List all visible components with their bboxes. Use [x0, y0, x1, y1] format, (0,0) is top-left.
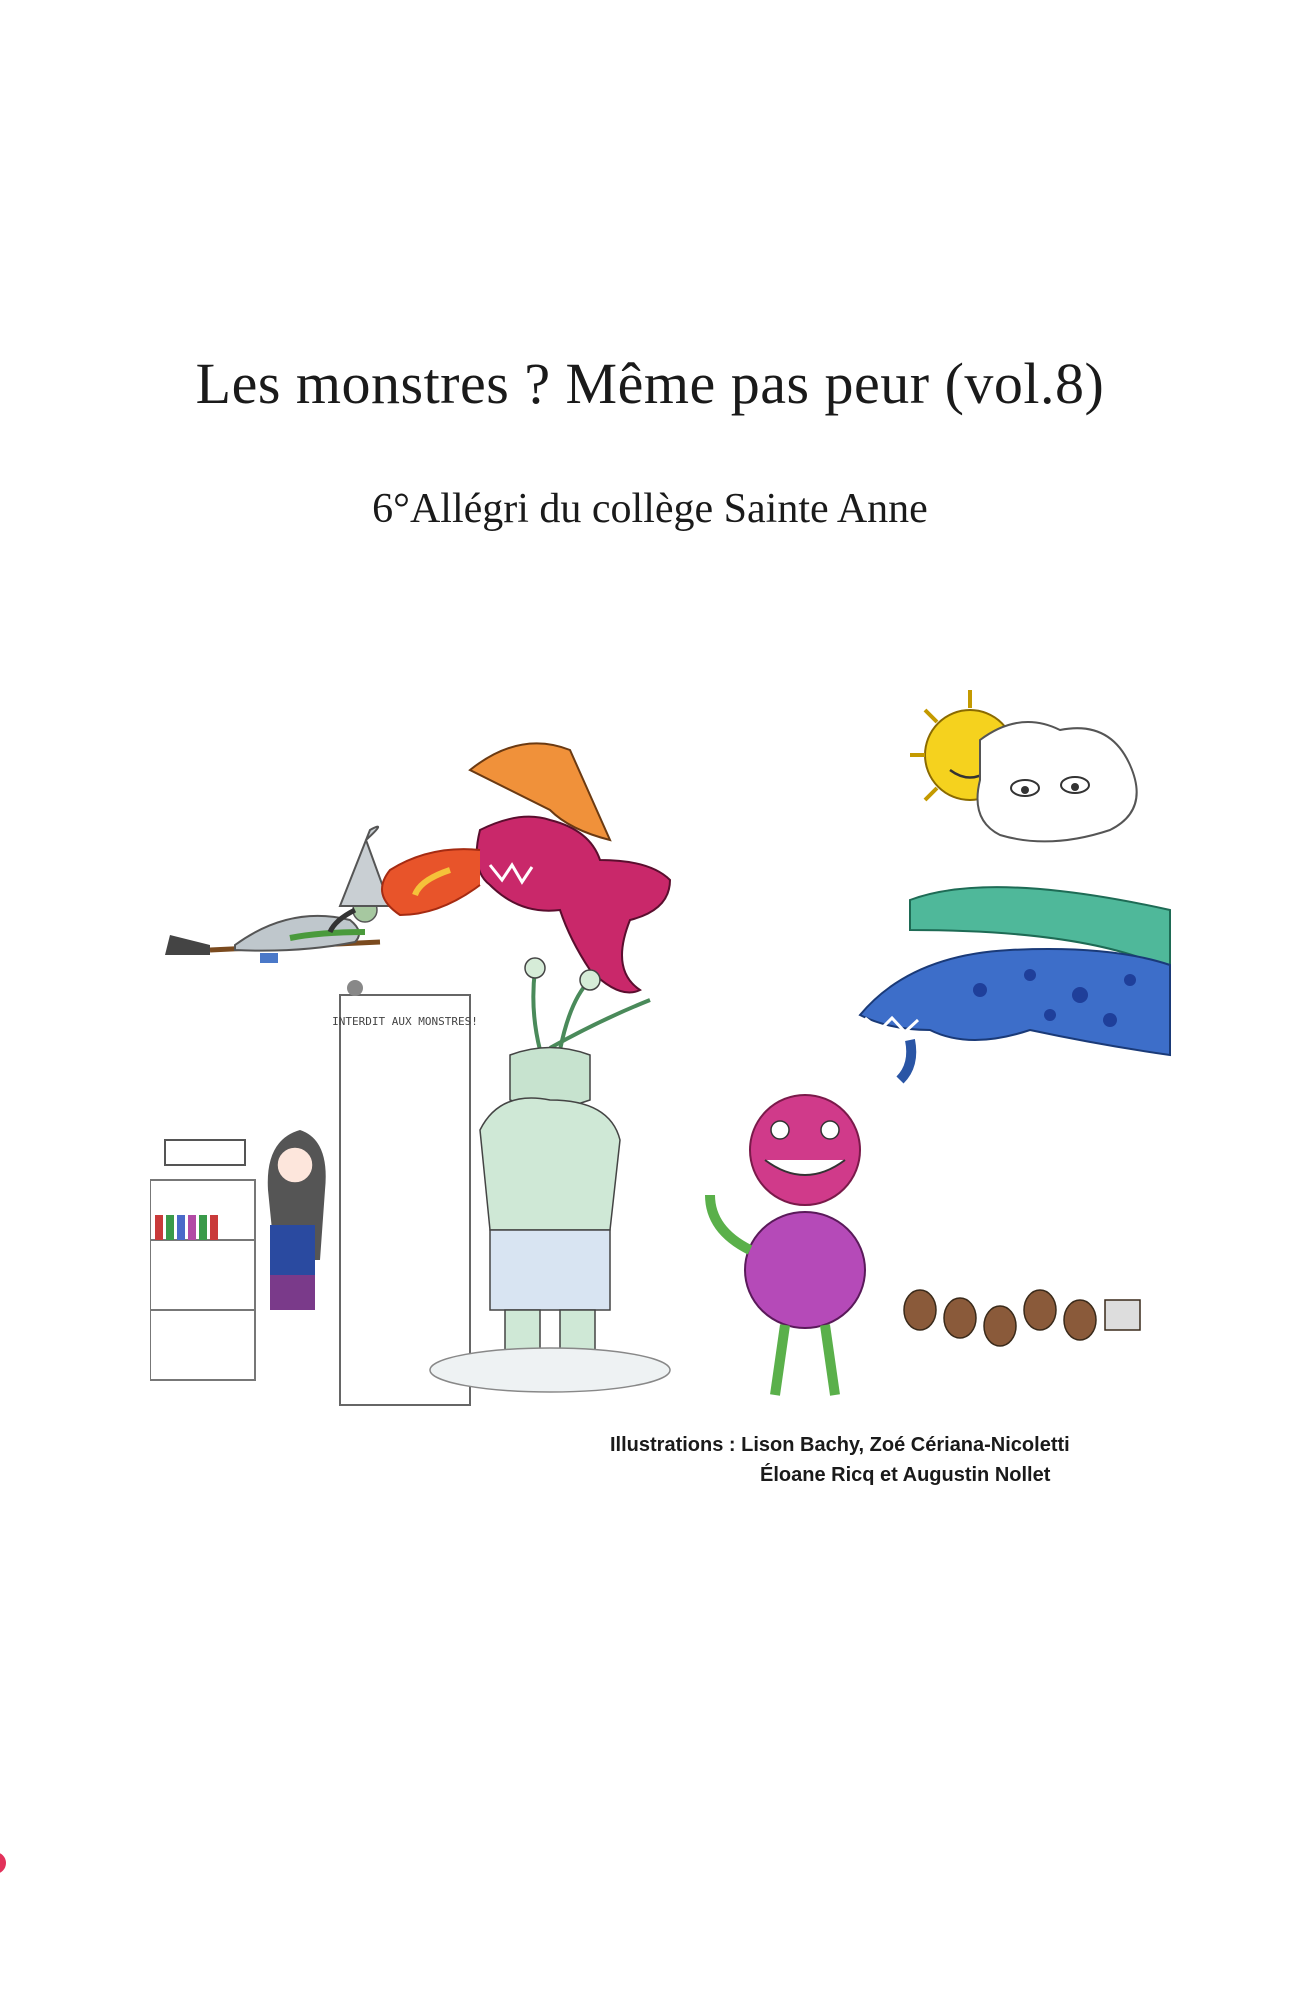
- cover-illustration: [150, 670, 1180, 1410]
- door-sign-text: INTERDIT AUX MONSTRES!: [332, 1015, 478, 1028]
- sea-monster-drawing: [860, 887, 1170, 1080]
- book-title: Les monstres ? Même pas peur (vol.8): [195, 351, 1105, 416]
- witch-drawing: [165, 827, 390, 963]
- credits-line-1: Illustrations : Lison Bachy, Zoé Cériana-Nicoletti: [610, 1434, 1070, 1456]
- library-drawing: [150, 1130, 326, 1380]
- credits-line-2: Éloane Ricq et Augustin Nollet: [760, 1464, 1051, 1486]
- pink-monster-drawing: [710, 1095, 865, 1395]
- book-author: 6°Allégri du collège Sainte Anne: [372, 486, 928, 532]
- door-drawing: [332, 980, 478, 1405]
- sun-cloud-drawing: [910, 690, 1137, 841]
- bugs-drawing: [904, 1290, 1140, 1346]
- illustration-credits: [610, 1430, 1210, 1490]
- corner-mark: [0, 1852, 6, 1874]
- dragon-drawing: [382, 743, 670, 992]
